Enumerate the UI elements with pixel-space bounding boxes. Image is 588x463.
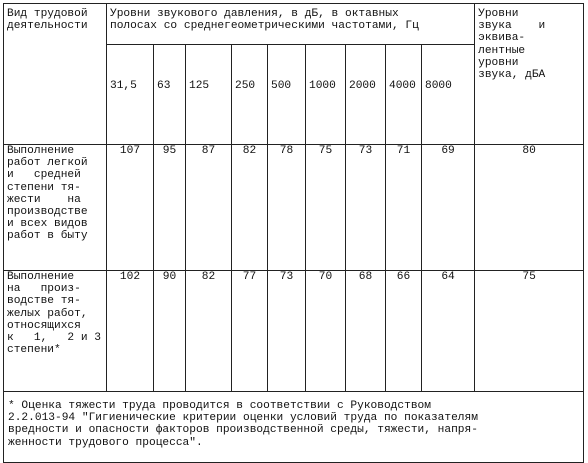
footnote-text-line: 2.2.013-94 "Гигиенические критерии оценки условий труда по показателям: [8, 412, 478, 425]
level-value-cell: 73: [346, 145, 386, 271]
table-row: [4, 145, 584, 271]
noise-norms-table: [3, 3, 584, 463]
frequency-cell: 1000: [306, 45, 346, 145]
activity-text-line: работ в быту: [7, 230, 88, 243]
level-value-cell: 87: [186, 145, 232, 271]
activity-text-line: желых работ,: [7, 307, 88, 320]
footnote-text-line: вредности и опасности факторов производственной среды, тяжести, напря-: [8, 424, 478, 437]
activity-text-line: работ легкой: [7, 157, 88, 170]
level-value-cell: 66: [386, 271, 422, 392]
activity-text-line: и средней: [7, 169, 81, 182]
header-row: [4, 4, 584, 45]
level-value-cell: 68: [346, 271, 386, 392]
activity-text-line: и всех видов: [7, 218, 88, 231]
footnote-text-line: женности трудового процесса".: [8, 436, 203, 449]
footnote-text-line: * Оценка тяжести труда проводится в соответствии с Руководством: [8, 400, 431, 412]
frequency-cell: 63: [154, 45, 186, 145]
level-value-cell: 69: [422, 145, 475, 271]
document-page: [3, 3, 583, 449]
activity-text-line: относящихся: [7, 319, 81, 332]
sound-levels-header: [107, 4, 475, 45]
level-value-cell: 82: [186, 271, 232, 392]
equivalent-level-cell: 80: [475, 145, 584, 271]
header-text-line: звука, дБА: [478, 69, 546, 82]
level-value-cell: 90: [154, 271, 186, 392]
header-text-line: Уровни: [478, 8, 519, 20]
header-text-line: деятельности: [7, 20, 88, 33]
activity-text-line: жести на: [7, 193, 81, 206]
header-text-line: звука и: [478, 20, 546, 33]
level-value-cell: 75: [306, 145, 346, 271]
frequency-cell: 31,5: [107, 45, 154, 145]
activity-text-line: степени тя-: [7, 181, 81, 194]
activity-text-line: Выполнение: [7, 271, 75, 283]
activity-text-line: степени*: [7, 344, 61, 357]
activity-text-line: к 1, 2 и 3: [7, 332, 101, 345]
level-value-cell: 107: [107, 145, 154, 271]
header-text-line: Уровни звукового давления, в дБ, в октавных: [110, 8, 399, 20]
frequency-cell: 2000: [346, 45, 386, 145]
table-row: [4, 271, 584, 392]
frequency-cell: 4000: [386, 45, 422, 145]
level-value-cell: 64: [422, 271, 475, 392]
level-value-cell: 70: [306, 271, 346, 392]
level-value-cell: 95: [154, 145, 186, 271]
header-text-line: лентные: [478, 44, 526, 57]
level-value-cell: 77: [232, 271, 268, 392]
level-value-cell: 73: [268, 271, 306, 392]
activity-cell: [4, 271, 107, 392]
activity-text-line: производстве: [7, 206, 88, 219]
level-value-cell: 78: [268, 145, 306, 271]
activity-text-line: водстве тя-: [7, 295, 81, 308]
level-value-cell: 71: [386, 145, 422, 271]
frequency-cell: 8000: [422, 45, 475, 145]
frequency-cell: 500: [268, 45, 306, 145]
header-text-line: полосах со среднегеометрическими частотами, Гц: [110, 20, 419, 33]
header-text-line: Вид трудовой: [7, 8, 88, 20]
activity-header: [4, 4, 107, 145]
activity-text-line: Выполнение: [7, 145, 75, 157]
equivalent-level-cell: 75: [475, 271, 584, 392]
frequency-cell: 250: [232, 45, 268, 145]
frequency-cell: 125: [186, 45, 232, 145]
header-text-line: эквива-: [478, 32, 526, 45]
level-value-cell: 82: [232, 145, 268, 271]
activity-text-line: на произ-: [7, 283, 81, 296]
level-value-cell: 102: [107, 271, 154, 392]
footnote: [4, 392, 584, 463]
footnote-row: [4, 392, 584, 463]
header-text-line: уровни: [478, 56, 519, 69]
activity-cell: [4, 145, 107, 271]
equivalent-level-header: [475, 4, 584, 145]
